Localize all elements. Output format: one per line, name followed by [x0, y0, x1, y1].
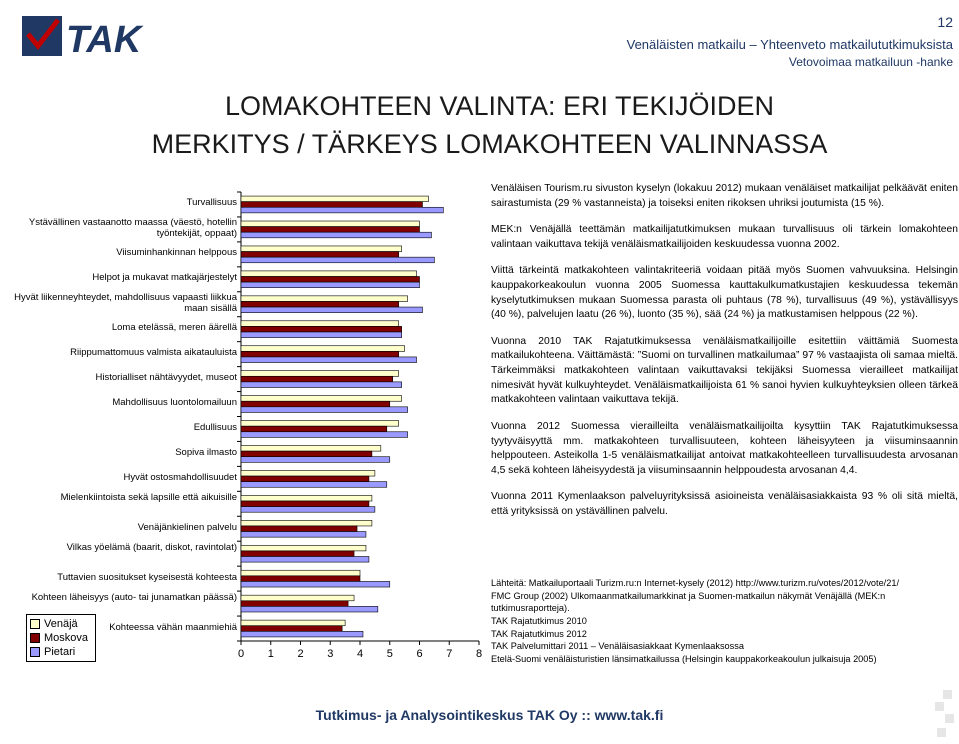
category-label: Sopiva ilmasto — [175, 446, 237, 458]
bar-venaja — [241, 271, 417, 277]
category-label: Loma etelässä, meren äärellä — [111, 322, 237, 334]
decor-square — [937, 728, 946, 737]
chart-legend — [26, 614, 96, 662]
bar-venaja — [241, 346, 405, 352]
legend-label-venaja: Venäjä — [44, 618, 78, 630]
bar-moskova — [241, 626, 342, 632]
bar-venaja — [241, 620, 345, 626]
sources-list — [491, 577, 958, 666]
category-label: Kohteessa vähän maanmiehiä — [109, 621, 237, 633]
bar-pietari — [241, 507, 375, 513]
bar-moskova — [241, 301, 399, 307]
bar-venaja — [241, 446, 381, 452]
bar-moskova — [241, 501, 369, 507]
source-item: Lähteitä: Matkailuportaali Turizm.ru:n Internet-kysely (2012) http://www.turizm.ru/votes/2012/vote/21/ — [491, 578, 900, 588]
page-title-line-2: MERKITYS / TÄRKEYS LOMAKOHTEEN VALINNASSA — [151, 129, 828, 159]
page-number: 12 — [937, 14, 953, 30]
bar-pietari — [241, 232, 431, 238]
bar-venaja — [241, 296, 408, 302]
category-label: Helpot ja mukavat matkajärjestelyt — [92, 272, 237, 284]
bar-pietari — [241, 207, 443, 213]
bar-venaja — [241, 495, 372, 501]
bar-pietari — [241, 631, 363, 637]
bar-moskova — [241, 376, 393, 382]
paragraph-3: Viittä tärkeintä matkakohteen valintakriteeriä voidaan pitää myös Suomen vahvuuksina. Helsingin kauppakorkeakoulun vuonna 2005 Suomessa kauttakulkumatkustajien keskuudessa tekemän kyselytutkimuksen mukaan Suomessa parasta oli puhtaus (78 %), turvallisuus (49 %), ystävällisyys (40 %), palvelujen laatu (26 %), luonto (35 %), sää (24 %) ja matkustamisen helppous (22 %). — [491, 265, 958, 321]
bar-moskova — [241, 401, 390, 407]
legend-swatch-moskova — [30, 633, 40, 643]
decor-square — [935, 702, 944, 711]
bar-venaja — [241, 421, 399, 427]
bar-moskova — [241, 277, 420, 283]
x-tick-label: 5 — [386, 648, 393, 660]
legend-label-pietari: Pietari — [44, 646, 76, 658]
category-label: Ystävällinen vastaanotto maassa (väestö, hotellin työntekijät, oppaat) — [28, 217, 237, 240]
logo-text: TAK — [66, 19, 142, 60]
paragraph-4: Vuonna 2010 TAK Rajatutkimuksessa venäläismatkailijoille esitettiin väittämiä Suomesta matkailukohteena. Väittämästä: ”Suomi on turvallinen matkailumaa” 97 % vastaajista oli samaa mieltä. Tärkeimmäksi matkakohteen valintaan vaikuttavaksi tekijäksi Suomessa vierailleet matkailijat nimesivät hyvät kulkuyhteydet. Venäläismatkailijoista 61 % sanoi hyvien kulkuyhteyksien olleen tärkeä matkakohteen valintaan vaikuttava tekijä. — [491, 335, 958, 406]
bar-pietari — [241, 357, 417, 363]
category-label: Riippumattomuus valmista aikatauluista — [70, 347, 237, 359]
source-item: TAK Palvelumittari 2011 – Venäläisasiakkaat Kymenlaaksossa — [491, 641, 744, 652]
x-tick-label: 2 — [297, 648, 304, 660]
bar-chart — [0, 186, 490, 666]
text-column — [491, 182, 958, 532]
x-tick-label: 4 — [357, 648, 364, 660]
bar-moskova — [241, 526, 357, 532]
bar-venaja — [241, 371, 399, 377]
bar-pietari — [241, 581, 390, 587]
bar-pietari — [241, 457, 390, 463]
decor-square — [943, 690, 952, 699]
source-item: TAK Rajatutkimus 2010 — [491, 616, 587, 627]
tak-logo-graphic — [22, 12, 162, 60]
x-tick-label: 1 — [267, 648, 274, 660]
bar-moskova — [241, 202, 422, 208]
bar-moskova — [241, 227, 420, 233]
category-label: Vilkas yöelämä (baarit, diskot, ravintolat) — [66, 541, 237, 553]
bar-pietari — [241, 257, 434, 263]
bar-venaja — [241, 545, 366, 551]
x-tick-label: 8 — [476, 648, 483, 660]
bar-pietari — [241, 606, 378, 612]
corner-decoration — [935, 690, 955, 740]
paragraph-2: MEK:n Venäjällä teettämän matkailijatutkimuksen mukaan turvallisuus oli tärkein lomakohteen valintaan vaikuttava tekijä venäläismatkailijoiden keskuudessa vuonna 2002. — [491, 224, 958, 250]
bar-moskova — [241, 551, 354, 557]
bar-moskova — [241, 426, 387, 432]
bar-pietari — [241, 332, 402, 338]
header-line-2: Vetovoimaa matkailuun -hanke — [788, 55, 953, 69]
bar-venaja — [241, 595, 354, 601]
paragraph-1: Venäläisen Tourism.ru sivuston kyselyn (lokakuu 2012) mukaan venäläiset matkailijat pelkäävät eniten sairastumista (29 % vastanneista) ja toiseksi eniten rikoksen uhriksi joutumista (15 %). — [491, 183, 958, 209]
category-label: Historialliset nähtävyydet, museot — [95, 372, 237, 384]
legend-swatch-pietari — [30, 647, 40, 657]
category-label: Viisuminhankinnan helppous — [116, 247, 237, 259]
x-tick-label: 3 — [327, 648, 334, 660]
bar-pietari — [241, 307, 422, 313]
source-item: FMC Group (2002) Ulkomaanmatkailumarkkinat ja Suomen-matkailun näkymät Venäjällä (MEK:n tutkimusraportteja). — [491, 590, 886, 614]
tak-logo — [22, 12, 162, 60]
category-label: Hyvät ostosmahdollisuudet — [123, 471, 237, 483]
bar-moskova — [241, 476, 369, 482]
category-label: Mahdollisuus luontolomailuun — [112, 397, 237, 409]
bar-venaja — [241, 396, 402, 402]
bar-venaja — [241, 221, 420, 227]
bar-pietari — [241, 382, 402, 388]
bar-pietari — [241, 407, 408, 413]
bar-moskova — [241, 326, 402, 332]
page-title-line-1: LOMAKOHTEEN VALINTA: ERI TEKIJÖIDEN — [224, 91, 775, 121]
bar-pietari — [241, 482, 387, 488]
category-label: Mielenkiintoista sekä lapsille että aikuisille — [60, 491, 237, 503]
bar-pietari — [241, 532, 366, 538]
bar-moskova — [241, 252, 399, 258]
bar-venaja — [241, 246, 402, 252]
header-line-1: Venäläisten matkailu – Yhteenveto matkailututkimuksista — [626, 37, 953, 52]
category-label: Tuttavien suositukset kyseisestä kohteesta — [57, 571, 237, 583]
bar-venaja — [241, 520, 372, 526]
category-label: Edullisuus — [193, 421, 237, 433]
category-label: Venäjänkielinen palvelu — [137, 521, 237, 533]
category-label: Kohteen läheisyys (auto- tai junamatkan päässä) — [31, 591, 237, 603]
legend-swatch-venaja — [30, 619, 40, 629]
decor-square — [945, 714, 954, 723]
x-tick-label: 7 — [446, 648, 453, 660]
bar-pietari — [241, 282, 420, 288]
legend-item-moskova — [30, 631, 92, 645]
bar-moskova — [241, 451, 372, 457]
category-label: Turvallisuus — [186, 197, 237, 209]
bar-pietari — [241, 556, 369, 562]
legend-item-venaja — [30, 617, 92, 631]
legend-item-pietari — [30, 645, 92, 659]
source-item: Etelä-Suomi venäläisturistien länsimatkailussa (Helsingin kauppakorkeakoulun julkaisuja 2005) — [491, 654, 877, 665]
x-tick-label: 0 — [238, 648, 245, 660]
legend-label-moskova: Moskova — [44, 632, 89, 644]
paragraph-6: Vuonna 2011 Kymenlaakson palveluyrityksissä asioineista venäläisasiakkaista 93 % oli sitä mieltä, että yrityksissä on ystävällinen palvelu. — [491, 491, 958, 517]
bar-venaja — [241, 196, 428, 202]
bar-venaja — [241, 570, 360, 576]
bar-moskova — [241, 351, 399, 357]
bar-pietari — [241, 432, 408, 438]
bar-venaja — [241, 321, 399, 327]
bar-venaja — [241, 470, 375, 476]
category-label: Hyvät liikenneyhteydet, mahdollisuus vapaasti liikkua maan sisällä — [14, 292, 237, 315]
source-item: TAK Rajatutkimus 2012 — [491, 628, 587, 639]
footer-text: Tutkimus- ja Analysointikeskus TAK Oy :: www.tak.fi — [315, 707, 664, 723]
paragraph-5: Vuonna 2012 Suomessa vierailleilta venäläismatkailijoilta kysyttiin TAK Rajatutkimuksessa tyytyväisyyttä mm. matkakohteen turvallisuuteen, kohteen läheisyyteen ja viisuminsaannin helppouteen. Asteikolla 1-5 venäläismatkailijat antoivat matkakohteelleen turvallisuudesta arvosanan 4,5 sekä kohteen läheisyydestä ja viisuminsaannin helppoudesta arvosanan 4,4. — [491, 420, 958, 476]
bar-moskova — [241, 576, 360, 582]
x-tick-label: 6 — [416, 648, 423, 660]
bar-moskova — [241, 601, 348, 607]
